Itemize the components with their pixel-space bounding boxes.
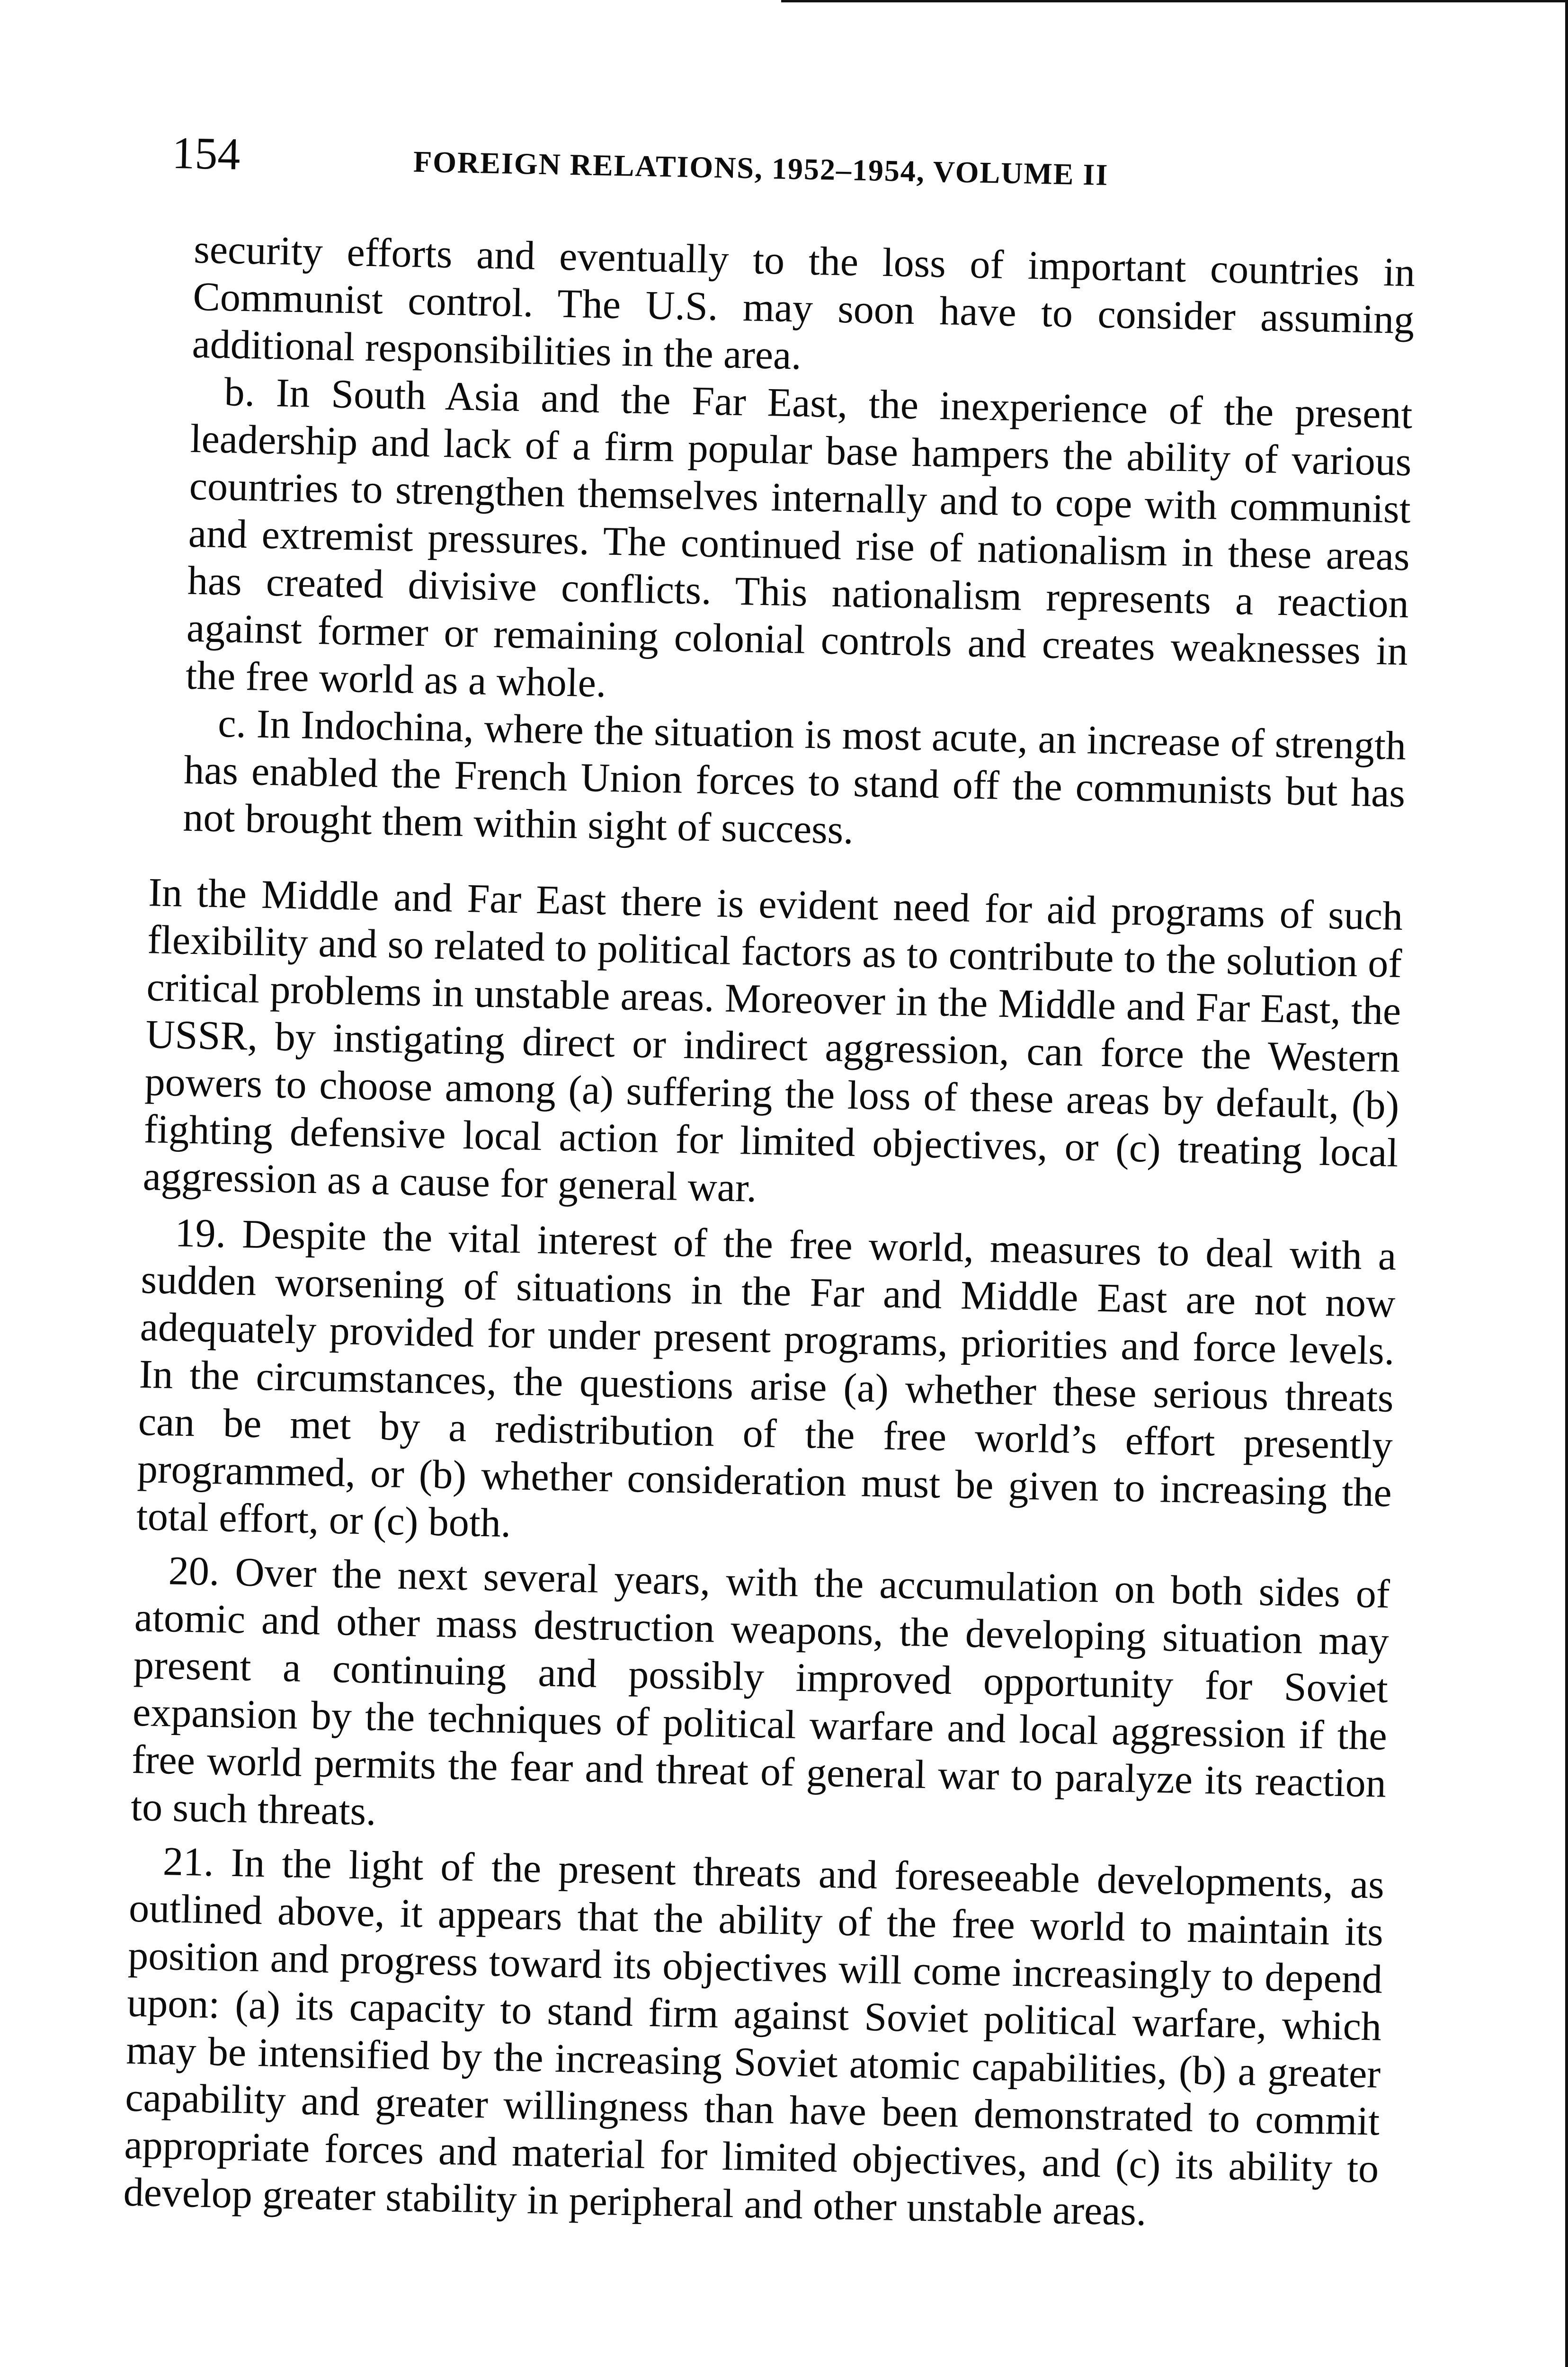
paragraph-19: 19. Despite the vital interest of the free world, measures to deal with a sudden worsening of situations in the Far and Middle East are not now adequately provided for under present programs, priorities and force levels. In the circumstances, the questions arise (a) whether these serious threats can be met by a redistribution of the free world’s effort presently programmed, or (b) whether consideration must be given to increasing the total effort, or (c) both. [136,1210,1397,1546]
paragraph-continuation: security efforts and eventually to the loss of important countries in Communist control. The U.S. may soon have to consider assuming additional responsibilities in the area. [191,226,1416,378]
plain-block [143,868,1403,1224]
paragraph-b: b. In South Asia and the Far East, the inexperience of the present leadership and lack of a firm popular base hampers the ability of various countries to strengthen themselves internally and to cope with communist and extremist pressures. The continued rise of nationalism in these areas has created divisive conflicts. This nationalism represents a reaction against former or remaining colonial controls and creates weaknesses in the free world as a whole. [185,369,1413,706]
paragraph-20: 20. Over the next several years, with the accumulation on both sides of atomic and other mass destruction weapons, the developing situation may present a continuing and possibly improved opportunity for Soviet expansion by the techniques of political warfare and local aggression if the free world permits the fear and threat of general war to paralyze its reaction to such threats. [130,1548,1390,1834]
page-number: 154 [171,127,241,179]
page-header [171,127,1451,221]
paragraph-middle-far-east: In the Middle and Far East there is evident need for aid programs of such flexibility and so related to political factors as to contribute to the solution of critical problems in unstable areas. Moreover in the Middle and Far East, the USSR, by instigating direct or indirect aggression, can force the Western powers to choose among (a) suffering the loss of these areas by default, (b) fighting defensive local action for limited objectives, or (c) treating local aggression as a cause for general war. [143,869,1403,1210]
numbered-block [123,1208,1397,2239]
subparagraph-block [150,224,1416,864]
running-head: FOREIGN RELATIONS, 1952–1954, VOLUME II [413,144,1109,192]
body-text [123,224,1416,2246]
paragraph-c: c. In Indochina, where the situation is most acute, an increase of strength has enabled the French Union forces to stand off the communists but has not brought them within sight of success. [182,700,1407,853]
paragraph-21: 21. In the light of the present threats and foreseeable developments, as outlined above, it appears that the ability of the free world to maintain its position and progress toward its objectives will come increasingly to depend upon: (a) its capacity to stand firm against Soviet political warfare, which may be intensified by the increasing Soviet atomic capabilities, (b) a greater capability and greater willingness than have been demonstrated to commit appropriate forces and material for limited objectives, and (c) its ability to develop greater stability in peripheral and other unstable areas. [123,1838,1385,2234]
